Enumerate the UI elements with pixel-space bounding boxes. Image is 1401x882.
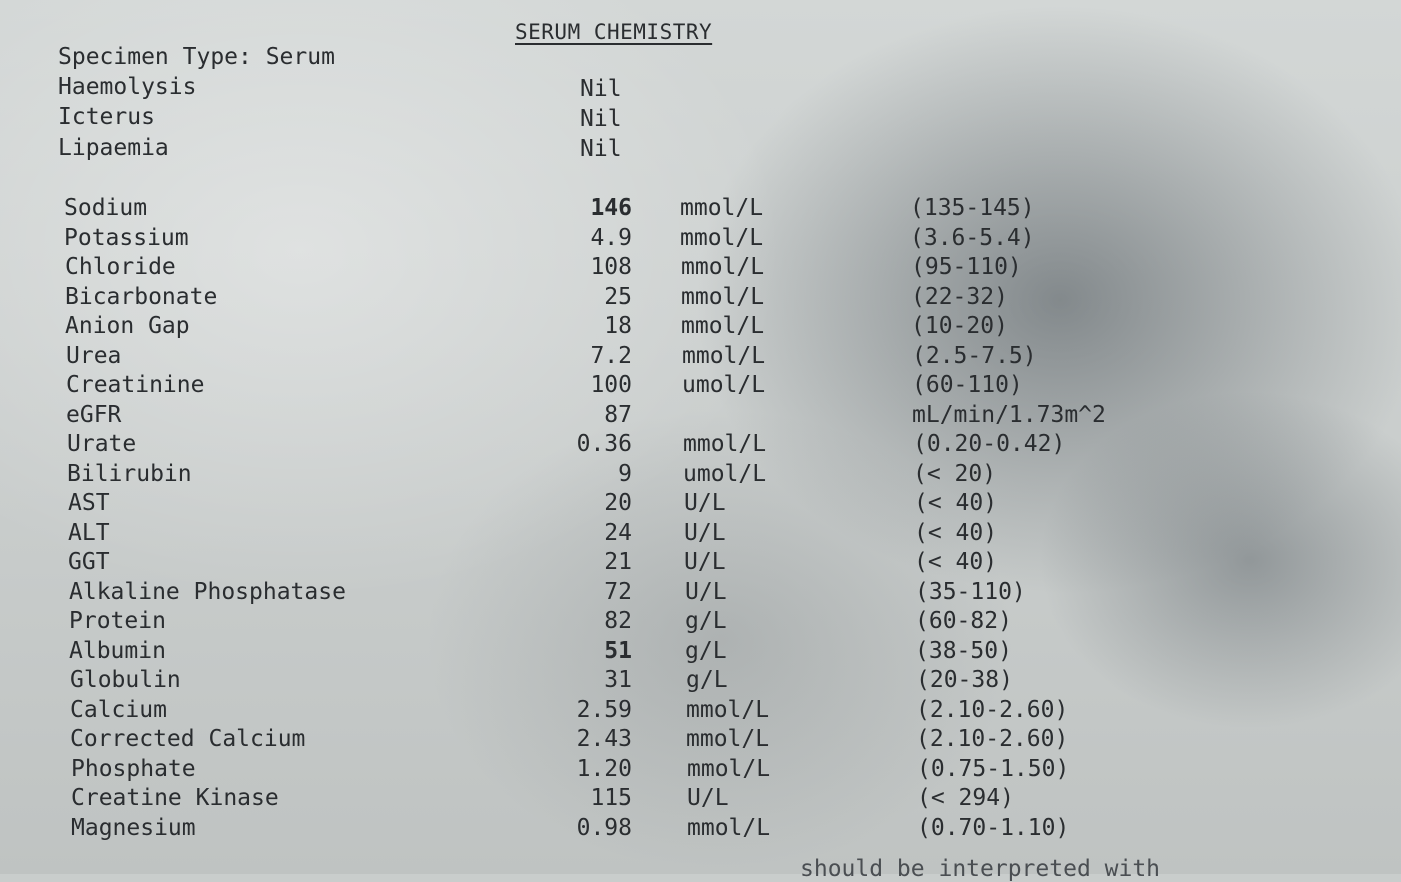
test-reference-range: (35-110) (915, 578, 1026, 605)
test-value: 20 (604, 490, 632, 516)
test-reference-range: (< 20) (913, 460, 997, 487)
test-row (0, 814, 1401, 847)
test-value: 21 (604, 549, 632, 575)
test-unit: U/L (685, 578, 727, 605)
test-reference-range: (60-82) (915, 608, 1012, 634)
test-reference-range: (< 40) (914, 519, 998, 546)
test-value: 25 (604, 283, 632, 310)
test-unit: mmol/L (687, 755, 771, 782)
test-unit: mmol/L (680, 224, 764, 251)
test-unit: g/L (686, 667, 728, 693)
test-row (0, 696, 1401, 729)
test-value: 115 (590, 785, 632, 811)
test-reference-range: (95-110) (911, 254, 1022, 280)
test-reference-range: (< 294) (917, 785, 1014, 811)
test-reference-range: (10-20) (911, 313, 1008, 339)
test-value: 4.9 (590, 224, 632, 251)
test-name: Albumin (69, 637, 166, 664)
test-name: Urate (67, 431, 137, 457)
test-unit: g/L (685, 637, 727, 664)
test-unit: mmol/L (686, 726, 770, 752)
test-name: Sodium (64, 195, 148, 221)
test-unit: mmol/L (681, 313, 765, 339)
test-value: 82 (604, 608, 632, 634)
test-unit: umol/L (682, 372, 766, 398)
test-row (0, 492, 1401, 522)
test-unit: mmol/L (681, 283, 765, 310)
test-value: 2.43 (576, 726, 632, 752)
test-value: 108 (590, 254, 632, 280)
test-unit: U/L (684, 490, 726, 516)
test-reference-range: (135-145) (910, 195, 1035, 221)
test-reference-range: (0.20-0.42) (913, 431, 1066, 457)
test-name: Potassium (64, 224, 189, 251)
test-row (0, 728, 1401, 758)
test-unit: mmol/L (687, 814, 771, 841)
report-title: SERUM CHEMISTRY (515, 20, 713, 44)
test-unit: umol/L (683, 460, 767, 487)
specimen-type-line: Specimen Type: Serum (58, 44, 335, 70)
test-row (0, 755, 1401, 788)
test-name: Magnesium (71, 814, 196, 841)
test-value: 24 (604, 519, 632, 546)
test-reference-range: (22-32) (911, 283, 1008, 310)
test-row (0, 315, 1401, 345)
test-value: 51 (604, 637, 632, 664)
test-name: Bilirubin (67, 460, 192, 487)
test-name: Anion Gap (65, 313, 190, 339)
test-name: Creatine Kinase (71, 785, 279, 811)
test-reference-range: (< 40) (914, 490, 998, 516)
qualitative-value: Nil (580, 76, 622, 102)
test-name: Creatinine (66, 372, 205, 398)
test-value: 31 (604, 667, 632, 693)
test-name: AST (68, 490, 110, 516)
test-row (0, 637, 1401, 670)
test-reference-range: mL/min/1.73m^2 (912, 401, 1106, 428)
test-name: Chloride (65, 254, 176, 280)
test-name: Alkaline Phosphatase (69, 578, 346, 605)
test-value: 2.59 (576, 696, 632, 723)
test-row (0, 283, 1401, 316)
test-unit: U/L (684, 549, 726, 575)
footer-note-fragment: should be interpreted with (800, 856, 1161, 882)
test-row (0, 460, 1401, 493)
test-reference-range: (2.10-2.60) (916, 696, 1069, 723)
test-name: Protein (69, 608, 166, 634)
test-row (0, 787, 1401, 817)
test-unit: mmol/L (681, 254, 765, 280)
test-value: 0.98 (576, 814, 632, 841)
test-reference-range: (0.70-1.10) (917, 814, 1070, 841)
test-row (0, 519, 1401, 552)
test-row (0, 578, 1401, 611)
test-reference-range: (3.6-5.4) (910, 224, 1035, 251)
qualitative-label: Icterus (58, 104, 155, 130)
test-unit: mmol/L (680, 195, 764, 221)
qualitative-label: Lipaemia (58, 135, 169, 161)
test-name: Urea (66, 342, 122, 369)
qualitative-value: Nil (580, 136, 622, 162)
test-value: 9 (618, 460, 632, 487)
test-row (0, 610, 1401, 640)
test-reference-range: (2.5-7.5) (912, 342, 1037, 369)
test-row (0, 551, 1401, 581)
test-row (0, 256, 1401, 286)
test-unit: mmol/L (686, 696, 770, 723)
test-row (0, 433, 1401, 463)
test-name: Calcium (70, 696, 167, 723)
qualitative-label: Haemolysis (58, 74, 197, 100)
test-name: Corrected Calcium (70, 726, 306, 752)
test-row (0, 374, 1401, 404)
test-value: 7.2 (590, 342, 632, 369)
test-reference-range: (38-50) (915, 637, 1012, 664)
test-reference-range: (60-110) (912, 372, 1023, 398)
test-reference-range: (0.75-1.50) (917, 755, 1070, 782)
test-unit: mmol/L (682, 342, 766, 369)
test-value: 87 (604, 401, 632, 428)
test-value: 0.36 (576, 431, 632, 457)
test-value: 72 (604, 578, 632, 605)
test-row (0, 401, 1401, 434)
test-name: eGFR (66, 401, 122, 428)
test-reference-range: (2.10-2.60) (916, 726, 1069, 752)
test-unit: g/L (685, 608, 727, 634)
test-value: 1.20 (576, 755, 632, 782)
test-reference-range: (< 40) (914, 549, 998, 575)
test-unit: U/L (687, 785, 729, 811)
test-value: 100 (590, 372, 632, 398)
test-name: Phosphate (71, 755, 196, 782)
test-name: Bicarbonate (65, 283, 218, 310)
test-row (0, 669, 1401, 699)
test-unit: mmol/L (683, 431, 767, 457)
test-unit: U/L (684, 519, 726, 546)
test-row (0, 224, 1401, 257)
test-name: ALT (68, 519, 110, 546)
test-name: Globulin (70, 667, 181, 693)
test-row (0, 197, 1401, 227)
test-reference-range: (20-38) (916, 667, 1013, 693)
qualitative-value: Nil (580, 106, 622, 132)
test-row (0, 342, 1401, 375)
test-value: 146 (590, 195, 632, 221)
test-name: GGT (68, 549, 110, 575)
test-value: 18 (604, 313, 632, 339)
